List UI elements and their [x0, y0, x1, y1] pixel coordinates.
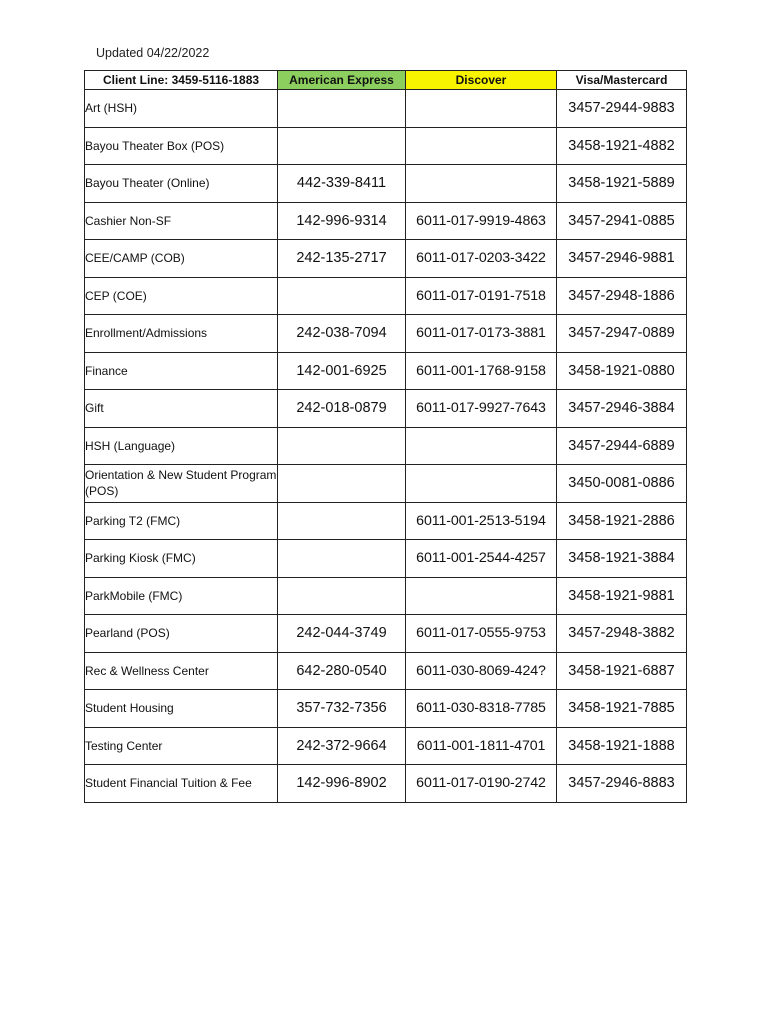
table-row — [85, 165, 687, 203]
table-row — [85, 652, 687, 690]
visa-number-cell: 3458-1921-6887 — [557, 652, 687, 690]
merchant-name-cell: Parking Kiosk (FMC) — [85, 540, 278, 578]
amex-number-cell: 442-339-8411 — [278, 165, 406, 203]
merchant-name-cell: Pearland (POS) — [85, 615, 278, 653]
merchant-name-cell: Enrollment/Admissions — [85, 315, 278, 353]
discover-number-cell — [406, 165, 557, 203]
amex-number-cell: 142-996-9314 — [278, 202, 406, 240]
amex-number-cell: 242-038-7094 — [278, 315, 406, 353]
visa-number-cell: 3457-2947-0889 — [557, 315, 687, 353]
table-row — [85, 352, 687, 390]
merchant-name-cell: Bayou Theater (Online) — [85, 165, 278, 203]
merchant-name-cell: Cashier Non-SF — [85, 202, 278, 240]
header-american-express: American Express — [278, 71, 406, 90]
table-row — [85, 540, 687, 578]
visa-number-cell: 3450-0081-0886 — [557, 465, 687, 503]
table-header-row — [85, 71, 687, 90]
table-body — [85, 90, 687, 803]
table-row — [85, 427, 687, 465]
discover-number-cell — [406, 127, 557, 165]
merchant-name-cell: Orientation & New Student Program (POS) — [85, 465, 278, 503]
discover-number-cell: 6011-017-9927-7643 — [406, 390, 557, 428]
amex-number-cell: 642-280-0540 — [278, 652, 406, 690]
discover-number-cell: 6011-017-0191-7518 — [406, 277, 557, 315]
discover-number-cell: 6011-030-8318-7785 — [406, 690, 557, 728]
merchant-name-cell: HSH (Language) — [85, 427, 278, 465]
merchant-name-cell: Art (HSH) — [85, 90, 278, 128]
merchant-name-cell: Gift — [85, 390, 278, 428]
visa-number-cell: 3457-2941-0885 — [557, 202, 687, 240]
discover-number-cell: 6011-001-1768-9158 — [406, 352, 557, 390]
amex-number-cell: 142-001-6925 — [278, 352, 406, 390]
discover-number-cell — [406, 465, 557, 503]
amex-number-cell — [278, 127, 406, 165]
visa-number-cell: 3457-2948-3882 — [557, 615, 687, 653]
discover-number-cell: 6011-017-0203-3422 — [406, 240, 557, 278]
visa-number-cell: 3458-1921-9881 — [557, 577, 687, 615]
table-row — [85, 277, 687, 315]
discover-number-cell: 6011-001-2513-5194 — [406, 502, 557, 540]
visa-number-cell: 3457-2944-9883 — [557, 90, 687, 128]
merchant-name-cell: Student Financial Tuition & Fee — [85, 765, 278, 803]
discover-number-cell: 6011-001-2544-4257 — [406, 540, 557, 578]
visa-number-cell: 3458-1921-7885 — [557, 690, 687, 728]
merchant-name-cell: Rec & Wellness Center — [85, 652, 278, 690]
discover-number-cell — [406, 577, 557, 615]
header-client-line: Client Line: 3459-5116-1883 — [85, 71, 278, 90]
discover-number-cell — [406, 90, 557, 128]
table-row — [85, 90, 687, 128]
amex-number-cell: 242-044-3749 — [278, 615, 406, 653]
amex-number-cell — [278, 502, 406, 540]
table-row — [85, 465, 687, 503]
amex-number-cell — [278, 540, 406, 578]
updated-date: Updated 04/22/2022 — [96, 46, 210, 60]
merchant-name-cell: CEP (COE) — [85, 277, 278, 315]
amex-number-cell: 357-732-7356 — [278, 690, 406, 728]
visa-number-cell: 3458-1921-1888 — [557, 727, 687, 765]
table-row — [85, 127, 687, 165]
merchant-id-table — [84, 70, 687, 803]
table-row — [85, 202, 687, 240]
merchant-name-cell: Parking T2 (FMC) — [85, 502, 278, 540]
merchant-name-cell: ParkMobile (FMC) — [85, 577, 278, 615]
visa-number-cell: 3458-1921-0880 — [557, 352, 687, 390]
visa-number-cell: 3457-2946-3884 — [557, 390, 687, 428]
merchant-name-cell: Testing Center — [85, 727, 278, 765]
discover-number-cell: 6011-017-0173-3881 — [406, 315, 557, 353]
table-row — [85, 577, 687, 615]
discover-number-cell: 6011-017-9919-4863 — [406, 202, 557, 240]
header-discover: Discover — [406, 71, 557, 90]
merchant-name-cell: Student Housing — [85, 690, 278, 728]
visa-number-cell: 3457-2948-1886 — [557, 277, 687, 315]
amex-number-cell — [278, 465, 406, 503]
visa-number-cell: 3457-2946-9881 — [557, 240, 687, 278]
visa-number-cell: 3458-1921-2886 — [557, 502, 687, 540]
discover-number-cell: 6011-017-0190-2742 — [406, 765, 557, 803]
merchant-name-cell: Bayou Theater Box (POS) — [85, 127, 278, 165]
discover-number-cell: 6011-017-0555-9753 — [406, 615, 557, 653]
table-row — [85, 315, 687, 353]
amex-number-cell — [278, 277, 406, 315]
amex-number-cell: 142-996-8902 — [278, 765, 406, 803]
table-row — [85, 765, 687, 803]
table-row — [85, 390, 687, 428]
discover-number-cell — [406, 427, 557, 465]
visa-number-cell: 3457-2946-8883 — [557, 765, 687, 803]
amex-number-cell: 242-135-2717 — [278, 240, 406, 278]
visa-number-cell: 3458-1921-3884 — [557, 540, 687, 578]
header-visa-mastercard: Visa/Mastercard — [557, 71, 687, 90]
amex-number-cell: 242-018-0879 — [278, 390, 406, 428]
amex-number-cell: 242-372-9664 — [278, 727, 406, 765]
visa-number-cell: 3458-1921-5889 — [557, 165, 687, 203]
table-row — [85, 502, 687, 540]
discover-number-cell: 6011-001-1811-4701 — [406, 727, 557, 765]
visa-number-cell: 3457-2944-6889 — [557, 427, 687, 465]
table-row — [85, 727, 687, 765]
table-row — [85, 240, 687, 278]
discover-number-cell: 6011-030-8069-424? — [406, 652, 557, 690]
merchant-name-cell: CEE/CAMP (COB) — [85, 240, 278, 278]
table-row — [85, 615, 687, 653]
amex-number-cell — [278, 90, 406, 128]
merchant-name-cell: Finance — [85, 352, 278, 390]
visa-number-cell: 3458-1921-4882 — [557, 127, 687, 165]
amex-number-cell — [278, 577, 406, 615]
table-row — [85, 690, 687, 728]
amex-number-cell — [278, 427, 406, 465]
